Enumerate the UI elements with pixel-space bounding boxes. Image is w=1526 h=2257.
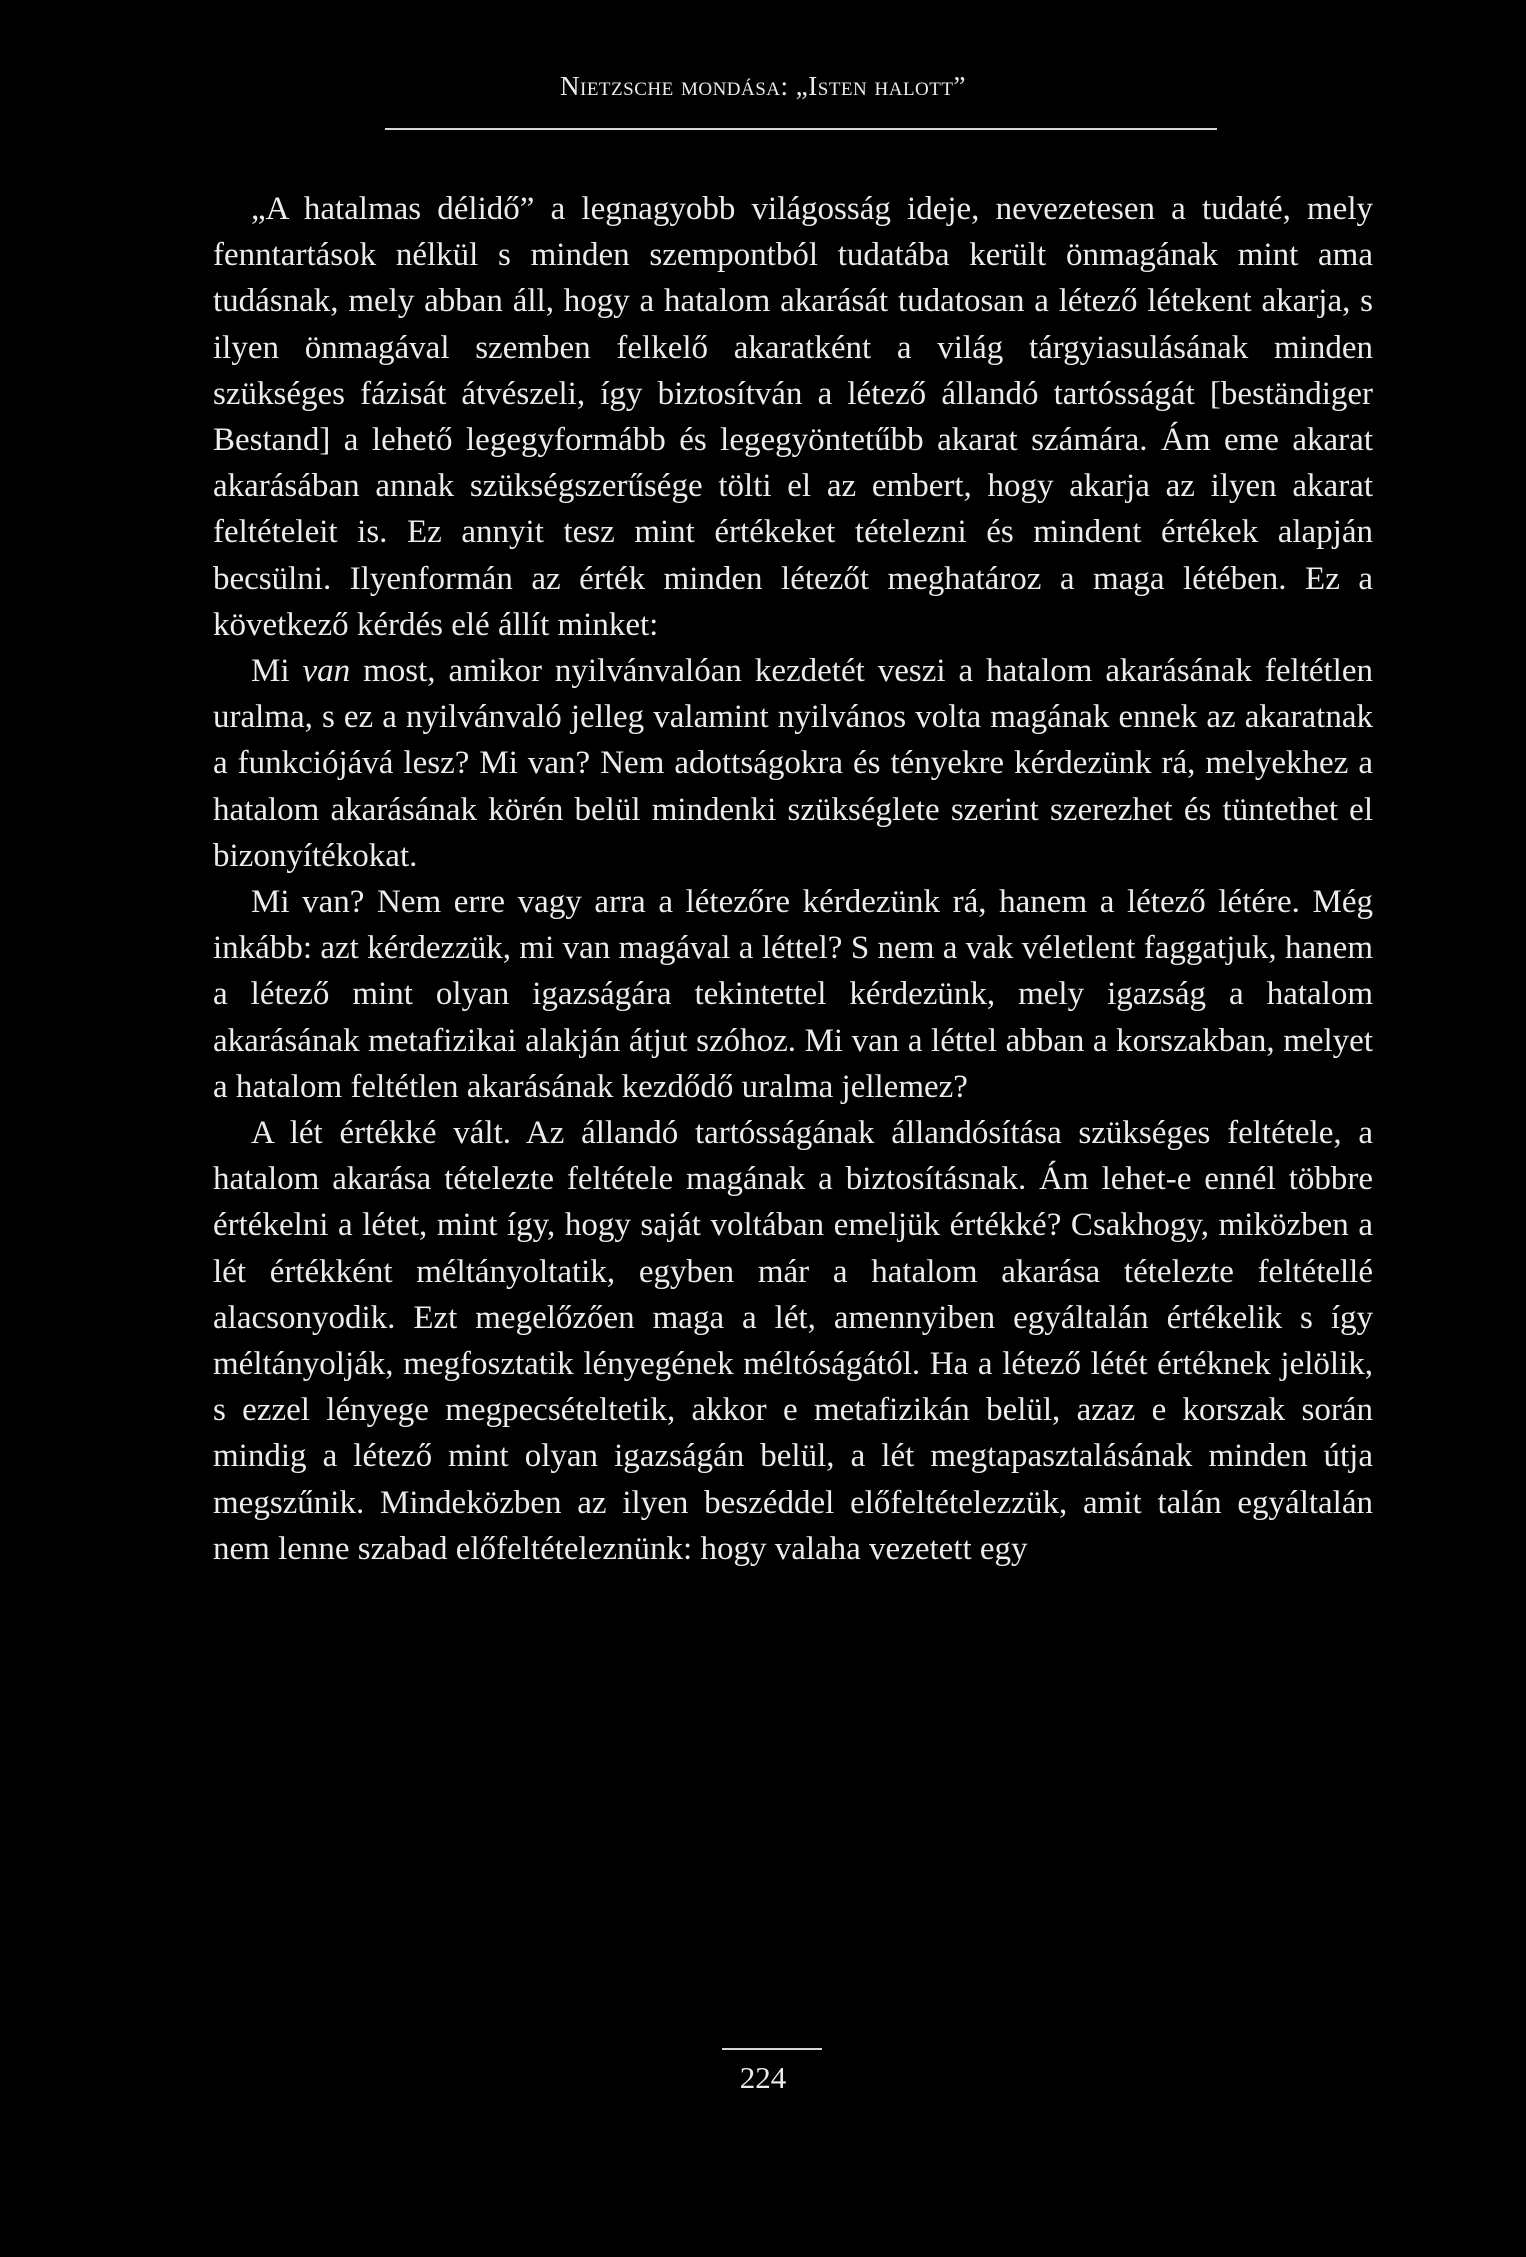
running-head: Nietzsche mondása: „Isten halott” xyxy=(560,71,966,101)
paragraph-3: Mi van? Nem erre vagy arra a létezőre kérdezünk rá, hanem a létező létére. Még inkább: azt kérdezzük, mi van magával a léttel? S nem a vak véletlent faggatjuk, hanem a létező mint olyan igazságára tekintettel kérdezünk, mely igazság a hatalom akarásának metafizikai alakján átjut szóhoz. Mi van a léttel abban a korszakban, melyet a hatalom feltétlen akarásának kezdődő uralma jellemez? xyxy=(213,884,1373,1105)
page-number: 224 xyxy=(739,2060,787,2095)
paragraph-2-rest: most, amikor nyilvánvalóan kezdetét veszi a hatalom akarásának feltétlen uralma, s ez a nyilvánvaló jelleg valamint nyilvános volta magának ennek az akaratnak a funkciójává lesz? Mi van? Nem adottságokra és tényekre kérdezünk rá, melyekhez a hatalom akarásának körén belül mindenki szükséglete szerint szerezhet és tüntethet el bizonyítékokat. xyxy=(213,653,1373,874)
header-rule xyxy=(385,128,1217,130)
paragraph-2 xyxy=(213,648,1373,879)
page-number-rule xyxy=(722,2048,822,2050)
paragraph-4: A lét értékké vált. Az állandó tartósságának állandósítása szükséges feltétele, a hatalom akarása tételezte feltétele magának a biztosításnak. Ám lehet-e ennél többre értékelni a létet, mint így, hogy saját voltában emeljük értékké? Csakhogy, miközben a lét értékként méltányoltatik, egyben már a hatalom akarása tételezte feltétellé alacsonyodik. Ezt megelőzően maga a lét, amennyiben egyáltalán értékelik s így méltányolják, megfosztatik lényegének méltóságától. Ha a létező létét értéknek jelölik, s ezzel lényege megpecsételtetik, akkor e metafizikán belül, azaz e korszak során mindig a létező mint olyan igazságán belül, a lét megtapasztalásának minden útja megszűnik. Mindeközben az ilyen beszéddel előfeltételezzük, amit talán egyáltalán nem lenne szabad előfeltételeznünk: hogy valaha vezetett egy xyxy=(213,1115,1373,1567)
emphasis-van: van xyxy=(302,653,351,690)
body-text xyxy=(213,186,1373,1572)
paragraph-2-start: Mi xyxy=(251,653,303,690)
paragraph-1: „A hatalmas délidő” a legnagyobb világosság ideje, nevezetesen a tudaté, mely fenntartások nélkül s minden szempontból tudatába került önmagának mint ama tudásnak, mely abban áll, hogy a hatalom akarását tudatosan a létező létekent akarja, s ilyen önmagával szemben felkelő akaratként a világ tárgyiasulásának minden szükséges fázisát átvészeli, így biztosítván a létező állandó tartósságát [beständiger Bestand] a lehető legegyformább és legegyöntetűbb akarat számára. Ám eme akarat akarásában annak szükségszerűsége tölti el az embert, hogy akarja az ilyen akarat feltételeit is. Ez annyit tesz mint értékeket tételezni és mindent értékek alapján becsülni. Ilyenformán az érték minden létezőt meghatároz a maga létében. Ez a következő kérdés elé állít minket: xyxy=(213,191,1373,643)
